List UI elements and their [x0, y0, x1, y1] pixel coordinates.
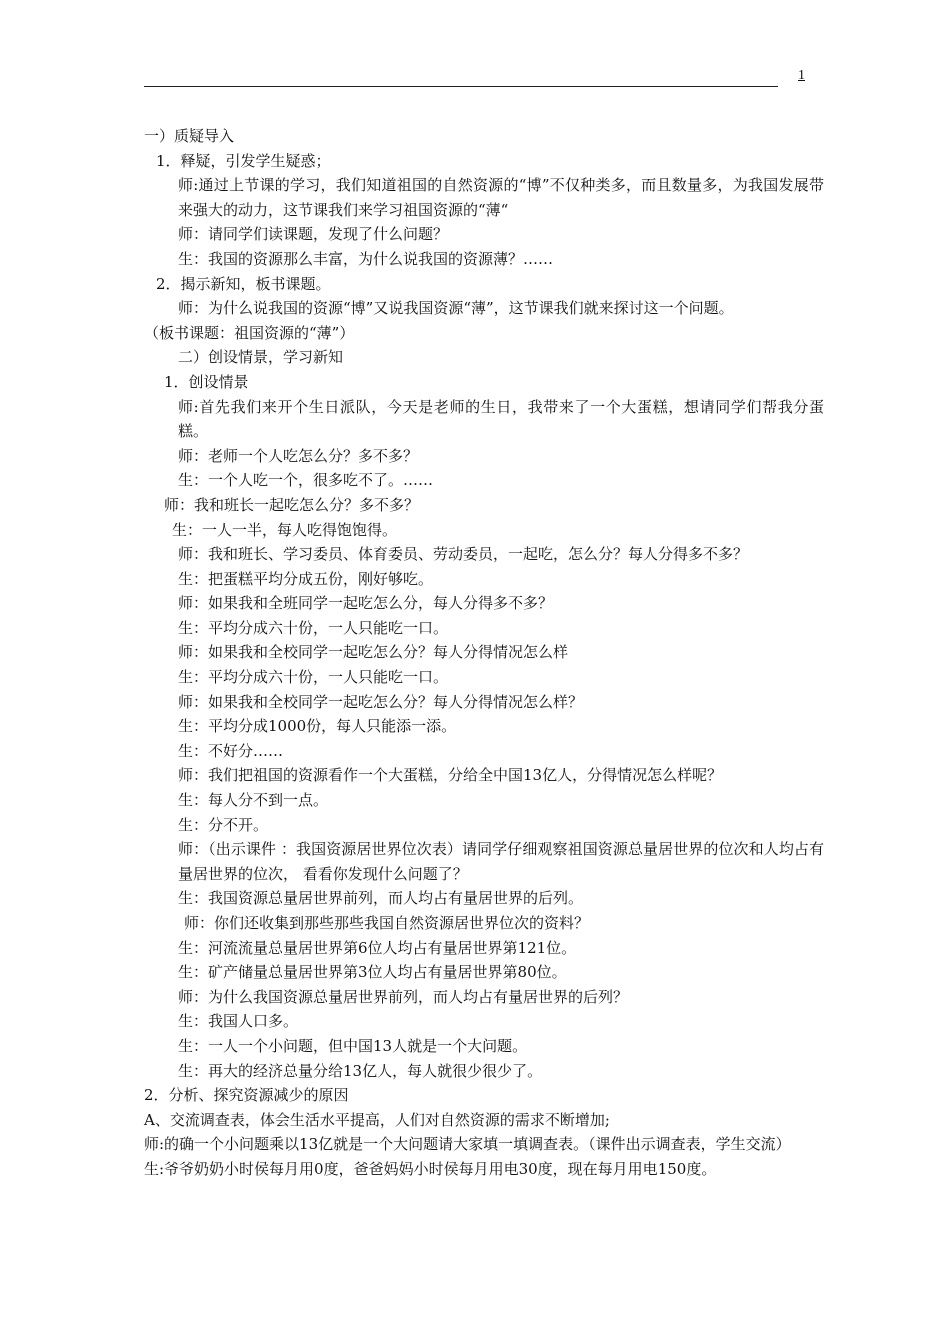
- text-line: A、交流调查表，体会生活水平提高，人们对自然资源的需求不断增加;: [144, 1110, 610, 1129]
- text-line: 师：我和班长、学习委员、体育委员、劳动委员，一起吃，怎么分？每人分得多不多？: [178, 545, 749, 564]
- text-line: 师:的确一个小问题乘以13亿就是一个大问题请大家填一填调查表。（课件出示调查表，学生交流）: [144, 1135, 791, 1154]
- text-line: （板书课题：祖国资源的“薄”）: [144, 323, 355, 342]
- text-line: 生：我国人口多。: [178, 1012, 299, 1031]
- text-line: 师：为什么我国资源总量居世界前列，而人均占有量居世界的后列？: [178, 987, 629, 1006]
- text-line: 生：平均分成六十份，一人只能吃一口。: [178, 668, 449, 687]
- text-line: 师：我们把祖国的资源看作一个大蛋糕，分给全中国13亿人，分得情况怎么样呢？: [178, 766, 723, 785]
- text-line: 生：每人分不到一点。: [178, 791, 329, 810]
- text-line: 师：如果我和全校同学一起吃怎么分？每人分得情况怎么样？: [178, 692, 584, 711]
- text-line: 生：分不开。: [178, 815, 269, 834]
- text-line: 生：一人一个小问题，但中国13人就是一个大问题。: [178, 1036, 528, 1055]
- text-line: 师:首先我们来开个生日派队，今天是老师的生日，我带来了一个大蛋糕，想请同学们帮我分蛋糕。: [178, 397, 824, 441]
- text-line: 师：如果我和全校同学一起吃怎么分？每人分得情况怎么样: [178, 643, 569, 662]
- page-number: 1: [798, 68, 805, 83]
- document-body: [144, 124, 824, 1182]
- text-line: 师:通过上节课的学习，我们知道祖国的自然资源的“博”不仅种类多，而且数量多，为我国发展带来强大的动力，这节课我们来学习祖国资源的“薄“: [178, 176, 824, 219]
- text-line: 生：一人一半，每人吃得饱饱得。: [172, 520, 398, 539]
- text-line: 师：为什么说我国的资源“博”又说我国资源“薄”，这节课我们就来探讨这一个问题。: [178, 299, 734, 318]
- text-line: 生：河流流量总量居世界第6位人均占有量居世界第121位。: [178, 938, 577, 957]
- header-rule: [144, 86, 778, 87]
- text-line: 1．创设情景: [164, 372, 249, 391]
- text-line: 师：如果我和全班同学一起吃怎么分，每人分得多不多？: [178, 594, 554, 613]
- text-line: 一）质疑导入: [144, 127, 235, 145]
- text-line: 生：一个人吃一个，很多吃不了。……: [178, 471, 434, 490]
- text-line: 师：你们还收集到那些那些我国自然资源居世界位次的资料？: [184, 914, 590, 932]
- text-line: 2．分析、探究资源减少的原因: [144, 1086, 349, 1105]
- text-line: 二）创设情景，学习新知: [178, 348, 344, 367]
- text-line: 生：平均分成六十份，一人只能吃一口。: [178, 618, 449, 637]
- text-line: 生：平均分成1000份，每人只能添一添。: [178, 717, 457, 736]
- text-line: 师：老师一个人吃怎么分？多不多？: [178, 446, 419, 465]
- text-line: 师：我和班长一起吃怎么分？多不多？: [164, 495, 420, 514]
- text-line: 1．释疑，引发学生疑惑；: [156, 151, 331, 170]
- text-line: 生：不好分……: [178, 741, 284, 760]
- text-line: 生：我国资源总量居世界前列，而人均占有量居世界的后列。: [178, 889, 584, 908]
- text-line: 生：把蛋糕平均分成五份，刚好够吃。: [178, 569, 434, 588]
- text-line: 生：再大的经济总量分给13亿人，每人就很少很少了。: [178, 1061, 543, 1080]
- text-line: 2．揭示新知，板书课题。: [156, 274, 331, 293]
- text-line: 生：矿产储量总量居世界第3位人均占有量居世界第80位。: [178, 963, 567, 982]
- text-line: 师：请同学们读课题，发现了什么问题？: [178, 225, 449, 244]
- text-line: 生:爷爷奶奶小时侯每月用0度，爸爸妈妈小时侯每月用电30度，现在每月用电150度。: [144, 1159, 717, 1178]
- text-line: 师：（出示课件 ：我国资源居世界位次表）请同学仔细观察祖国资源总量居世界的位次和人均占有量居世界的位次， 看看你发现什么问题了？: [178, 840, 824, 883]
- text-line: 生：我国的资源那么丰富，为什么说我国的资源薄？……: [178, 249, 554, 268]
